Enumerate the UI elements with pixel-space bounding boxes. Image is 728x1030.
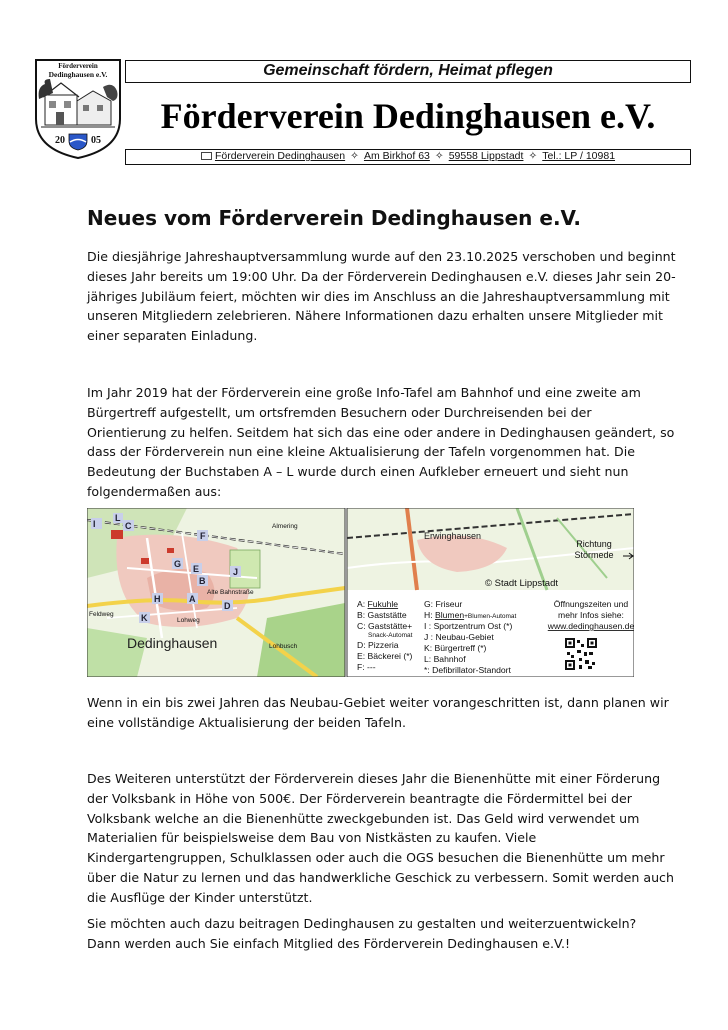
svg-text:I : Sportzentrum Ost (*): I : Sportzentrum Ost (*) [424, 621, 513, 631]
info-line: mehr Infos siehe: [558, 610, 624, 620]
text-line: Wenn in ein bis zwei Jahren das Neubau-Gebiet weiter vorangeschritten ist, dann planen wir [87, 695, 669, 710]
text-line: jähriges Jubiläum feiert, möchten wir dies im Anschluss an die Jahreshauptversammlung mit [87, 288, 670, 304]
svg-text:B: Gaststätte: B: Gaststätte [357, 610, 407, 620]
paragraph-update-plan [87, 693, 669, 733]
svg-text:H: Blumen+Blumen-Automat: H: Blumen+Blumen-Automat [424, 610, 517, 620]
map-copyright: © Stadt Lippstadt [485, 578, 559, 589]
svg-text:C: Gaststätte+: C: Gaststätte+ [357, 621, 413, 631]
separator-star-icon: ✧ [350, 150, 359, 162]
separator-star-icon: ✧ [434, 150, 444, 162]
direction-label: Störmede [574, 550, 614, 560]
text-line: Volksbank welche an die Bienenhütte zweckgebunden ist. Das Geld wird verwendet um [87, 810, 640, 826]
marker-D: D [224, 601, 231, 611]
svg-text:E: Bäckerei (*): E: Bäckerei (*) [357, 651, 413, 661]
marker-L: L [115, 513, 121, 523]
svg-text:*: Defibrillator-Standort: *: Defibrillator-Standort [424, 665, 511, 675]
crest-name-text: Dedinghausen e.V. [48, 70, 108, 79]
website-url: www.dedinghausen.de [547, 621, 634, 631]
map-street-label: Erwinghausen [424, 531, 482, 541]
marker-C: C [125, 521, 132, 531]
text-line: folgendermaßen aus: [87, 483, 222, 499]
qr-code-icon [565, 638, 597, 670]
direction-label: Richtung [576, 539, 612, 549]
address-street: Am Birkhof 63 [363, 150, 430, 162]
text-line: Dann werden auch Sie einfach Mitglied des Förderverein Dedinghausen e.V.! [87, 935, 570, 951]
text-line: dieses Jahr bereits um 19:00 Uhr. Da der Förderverein Dedinghausen e.V. dieses Jahr sein 20- [87, 268, 676, 284]
marker-J: J [233, 567, 239, 577]
map-street-label: Lohbusch [269, 643, 298, 650]
info-line: Öffnungszeiten und [553, 599, 629, 609]
crest-year-left: 20 [55, 135, 65, 146]
svg-text:A: Fukuhle: A: Fukuhle [357, 599, 399, 609]
text-line: Materialien für beispielsweise dem Bau von Nistkästen zu kaufen. Viele [87, 830, 537, 846]
text-line: Im Jahr 2019 hat der Förderverein eine große Info-Tafel am Bahnhof und eine zweite am [87, 385, 641, 400]
address-phone: Tel.: LP / 10981 [542, 150, 616, 162]
marker-F: F [200, 531, 206, 541]
article-headline: Neues vom Förderverein Dedinghausen e.V. [87, 206, 582, 230]
svg-text:Snack-Automat: Snack-Automat [368, 632, 413, 639]
text-line: Bürgertreff aufgestellt, um ortsfremden Besuchern oder Durchreisenden bei der [87, 404, 592, 420]
svg-text:D: Pizzeria: D: Pizzeria [357, 640, 399, 650]
marker-A: A [189, 594, 196, 604]
text-line: Orientierung zu helfen. Seitdem hat sich das eine oder andere in Dedinghausen geändert, so [87, 424, 675, 440]
marker-I: I [93, 519, 96, 529]
text-line: eine vollständige Aktualisierung der beiden Tafeln. [87, 714, 406, 730]
text-line: einer separaten Einladung. [87, 328, 258, 344]
address-city: 59558 Lippstadt [448, 150, 524, 162]
village-map-image [87, 508, 634, 677]
map-street-label: Almering [272, 523, 298, 530]
svg-text:F: ---: F: --- [357, 662, 376, 672]
envelope-icon [201, 152, 212, 160]
crest-year-right: 05 [91, 135, 101, 146]
text-line: der Volksbank in Höhe von 500€. Der Förderverein beantragte die Fördermittel bei der [87, 790, 632, 806]
map-street-label: Feldweg [89, 611, 114, 618]
marker-G: G [174, 559, 182, 569]
marker-B: B [199, 576, 206, 586]
separator-star-icon: ✧ [528, 150, 538, 162]
paragraph-bee-hut [87, 769, 674, 908]
text-line: unseren Mitgliedern zelebrieren. Nähere Informationen dazu erhalten unsere Mitglieder mit [87, 308, 663, 324]
svg-text:G: Friseur: G: Friseur [424, 599, 463, 609]
text-line: Die diesjährige Jahreshauptversammlung wurde auf den 23.10.2025 verschoben und beginnt [87, 249, 676, 264]
address-name: Förderverein Dedinghausen [214, 150, 346, 162]
map-street-label: Alte Bahnstraße [207, 589, 254, 596]
text-line: Des Weiteren unterstützt der Förderverein dieses Jahr die Bienenhütte mit einer Förderung [87, 771, 661, 786]
text-line: über die Natur zu lernen und das handwerkliche Geschick zu verbessern. Somit werden auch [87, 869, 674, 885]
slogan-text: Gemeinschaft fördern, Heimat pflegen [263, 62, 553, 79]
marker-H: H [154, 594, 161, 604]
svg-text:K: Bürgertreff (*): K: Bürgertreff (*) [424, 643, 487, 653]
club-crest-logo [33, 57, 123, 160]
paragraph-info-boards [87, 383, 675, 502]
text-line: Bedeutung der Buchstaben A – L wurde durch einen Aufkleber erneuert und sieht nun [87, 464, 629, 480]
text-line: Kindergartengruppen, Schulklassen oder auch die OGS besuchen die Bienenhütte um mehr [87, 850, 665, 866]
crest-top-text: Förderverein [58, 62, 98, 70]
map-town-label: Dedinghausen [127, 635, 218, 651]
map-street-label: Lohweg [177, 617, 200, 624]
marker-E: E [193, 564, 200, 574]
slogan-banner [125, 60, 691, 83]
organization-title: Förderverein Dedinghausen e.V. [160, 96, 656, 136]
text-line: dass der Förderverein nun eine kleine Aktualisierung der Tafeln vorgenommen hat. Die [87, 444, 635, 460]
marker-K: K [141, 613, 148, 623]
svg-text:L: Bahnhof: L: Bahnhof [424, 654, 466, 664]
text-line: Sie möchten auch dazu beitragen Dedinghausen zu gestalten und weiterzuentwickeln? [87, 916, 637, 931]
paragraph-meeting [87, 247, 676, 346]
paragraph-membership [87, 914, 647, 954]
svg-text:J : Neubau-Gebiet: J : Neubau-Gebiet [424, 632, 494, 642]
text-line: die Ausflüge der Kinder unterstützt. [87, 889, 313, 905]
address-bar [125, 149, 691, 165]
